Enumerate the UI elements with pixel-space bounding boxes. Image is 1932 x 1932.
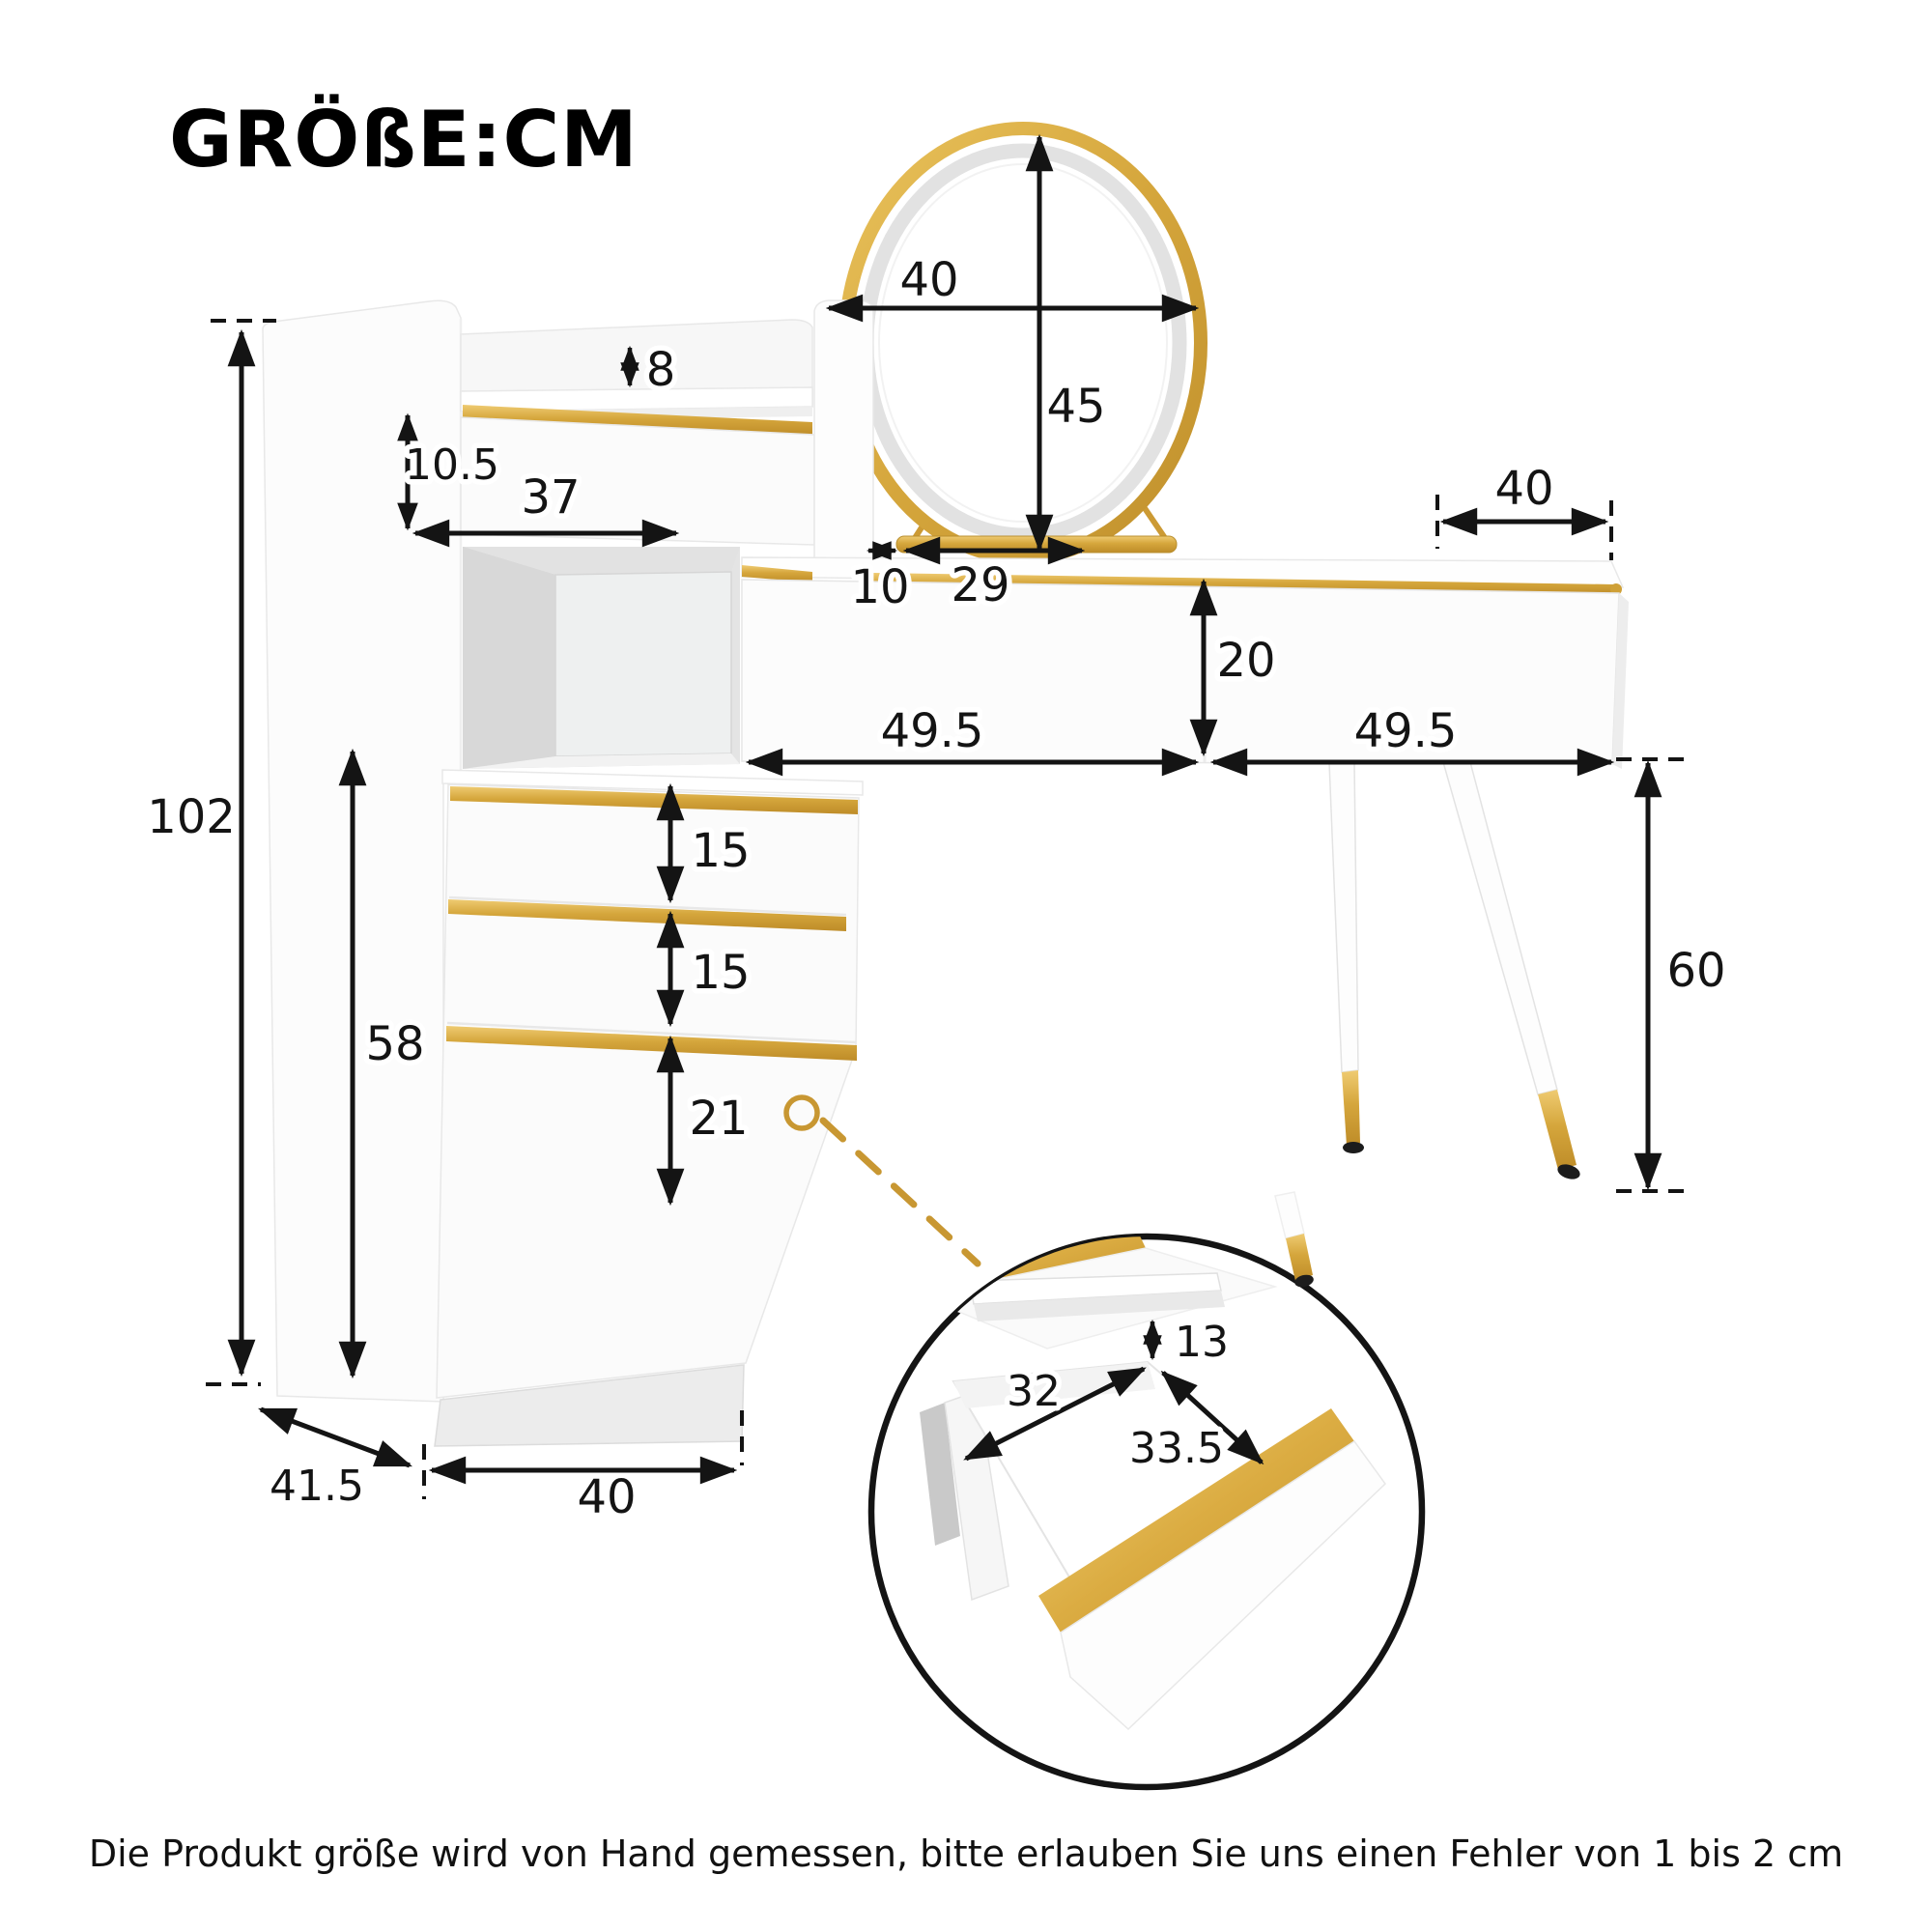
led-mirror [845,128,1201,557]
dim-mirror-offset-label: 10 [850,560,910,614]
dim-leg-height-label: 60 [1666,944,1726,998]
cabinet-front [437,784,859,1398]
desk-leg-middle-gold-tip [1342,1070,1360,1146]
dim-total-height-label: 102 [147,790,236,844]
top-drawer [461,405,814,545]
magnifier-dashed-line [823,1121,978,1264]
dim-desktop-right-width-label: 40 [1494,462,1554,516]
lower-cabinet [435,770,863,1446]
dim-leg-height [1616,759,1726,1191]
dim-inset-inner-depth-label: 33.5 [1129,1424,1224,1473]
dim-mirror-height-label: 45 [1046,380,1106,434]
dim-cabinet-width-label: 40 [577,1470,637,1524]
dim-inset-inner-height-label: 13 [1175,1318,1229,1367]
desk-leg-right-gold-tip [1538,1090,1577,1170]
dim-top-drawer-width-label: 37 [521,470,581,525]
top-drawer-face [461,417,814,545]
dim-desk-drawer-height-label: 20 [1216,634,1276,688]
dim-drawer3-height-label: 21 [689,1092,749,1146]
dim-desk-drawer-right-width-label: 49.5 [1353,704,1458,758]
dim-desk-drawer-left-width-label: 49.5 [880,704,984,758]
dim-drawer2-height-label: 15 [691,946,751,1000]
page-title: GRÖßE:CM [169,95,639,185]
dim-top-gap-label: 8 [645,343,676,397]
dim-cabinet-depth [261,1409,410,1511]
desk-leg-right [1443,762,1557,1094]
footer-note: Die Produkt größe wird von Hand gemessen, bitte erlauben Sie uns einen Fehler von 1 bis 2 cm [88,1833,1844,1875]
desk-leg-middle [1329,762,1358,1072]
vanity-illustration [263,128,1629,1446]
drawer-detail-inset [871,1198,1422,1787]
desk-legs [1329,762,1582,1181]
dim-inset-inner-width-label: 32 [1007,1367,1061,1416]
hutch-right-panel [814,300,873,560]
desk-leg-middle-cap [1343,1142,1364,1153]
mirror-gold-frame [845,128,1201,557]
open-cubby [463,547,740,769]
dim-mirror-base-width-label: 29 [951,558,1010,612]
cubby-left-wall [463,547,555,769]
desk-leg-left-white [1275,1192,1304,1238]
cubby-back-panel [555,572,731,756]
dim-cabinet-height-label: 58 [365,1017,425,1071]
dim-arrow [261,1409,410,1465]
dim-mirror-diameter-label: 40 [899,253,959,307]
dim-top-drawer-height-label: 10.5 [405,440,499,490]
dim-mirror-offset [850,551,909,614]
dim-drawer1-height-label: 15 [691,824,751,878]
dim-cabinet-depth-label: 41.5 [270,1462,364,1511]
dim-desktop-right-width [1437,462,1611,560]
dim-total-height [147,321,276,1384]
magnifier-callout [786,1097,978,1264]
